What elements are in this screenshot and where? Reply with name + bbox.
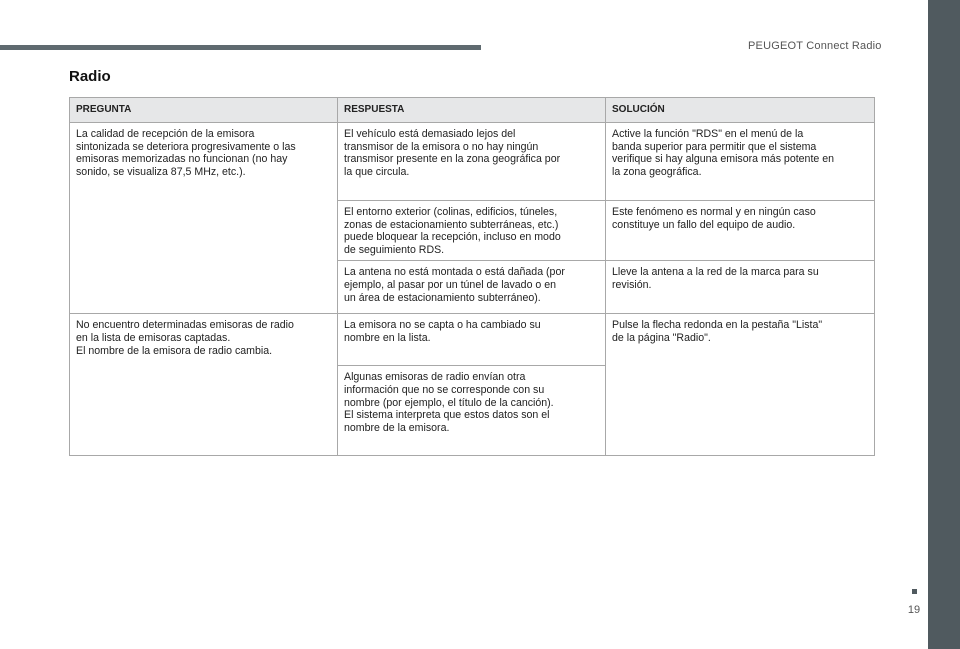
answer-text: Algunas emisoras de radio envían otra información que no se corresponde con su nombre (por ejemplo, el título de la canción). El sistema interpreta que estos datos son el nombre de la emisora. [344,371,554,434]
page-number: 19 [907,604,921,616]
solution-cell [606,314,875,456]
question-text: No encuentro determinadas emisoras de radio en la lista de emisoras captadas. El nombre de la emisora de radio cambia. [76,319,294,357]
answer-cell [338,201,606,261]
header-title: PEUGEOT Connect Radio [748,40,882,52]
page-edge-strip [928,0,960,649]
question-cell [70,314,338,456]
answer-text: El vehículo está demasiado lejos del transmisor de la emisora o no hay ningún transmisor presente en la zona geográfica por la que circula. [344,128,561,178]
header-solucion: SOLUCIÓN [606,98,875,123]
faq-table [69,97,875,456]
answer-text: La emisora no se capta o ha cambiado su nombre en la lista. [344,319,541,344]
solution-text: Este fenómeno es normal y en ningún caso constituye un fallo del equipo de audio. [612,206,816,231]
header-respuesta: RESPUESTA [338,98,606,123]
table-row [70,123,875,201]
solution-cell [606,261,875,314]
answer-cell [338,314,606,366]
answer-cell [338,261,606,314]
question-text: La calidad de recepción de la emisora sintonizada se deteriora progresivamente o las emisoras memorizadas no funcionan (no hay sonido, se visualiza 87,5 MHz, etc.). [76,128,296,178]
solution-cell [606,123,875,201]
table-row [70,314,875,366]
page-title: Radio [69,68,111,85]
solution-text: Active la función "RDS" en el menú de la banda superior para permitir que el sistema verifique si hay alguna emisora más potente en la zona geográfica. [612,128,835,178]
answer-cell [338,366,606,456]
solution-text: Pulse la flecha redonda en la pestaña "Lista" de la página "Radio". [612,319,823,344]
table-header-row [70,98,875,123]
solution-cell [606,201,875,261]
header-accent-bar [0,45,481,50]
answer-text: El entorno exterior (colinas, edificios, túneles, zonas de estacionamiento subterráneas, etc.) puede bloquear la recepción, incluso en modo de seguimiento RDS. [344,206,561,256]
answer-text: La antena no está montada o está dañada (por ejemplo, al pasar por un túnel de lavado o en un área de estacionamiento subterráneo). [344,266,565,304]
page-marker-dot [912,589,917,594]
solution-text: Lleve la antena a la red de la marca para su revisión. [612,266,819,291]
question-cell [70,123,338,314]
answer-cell [338,123,606,201]
header-pregunta: PREGUNTA [70,98,338,123]
